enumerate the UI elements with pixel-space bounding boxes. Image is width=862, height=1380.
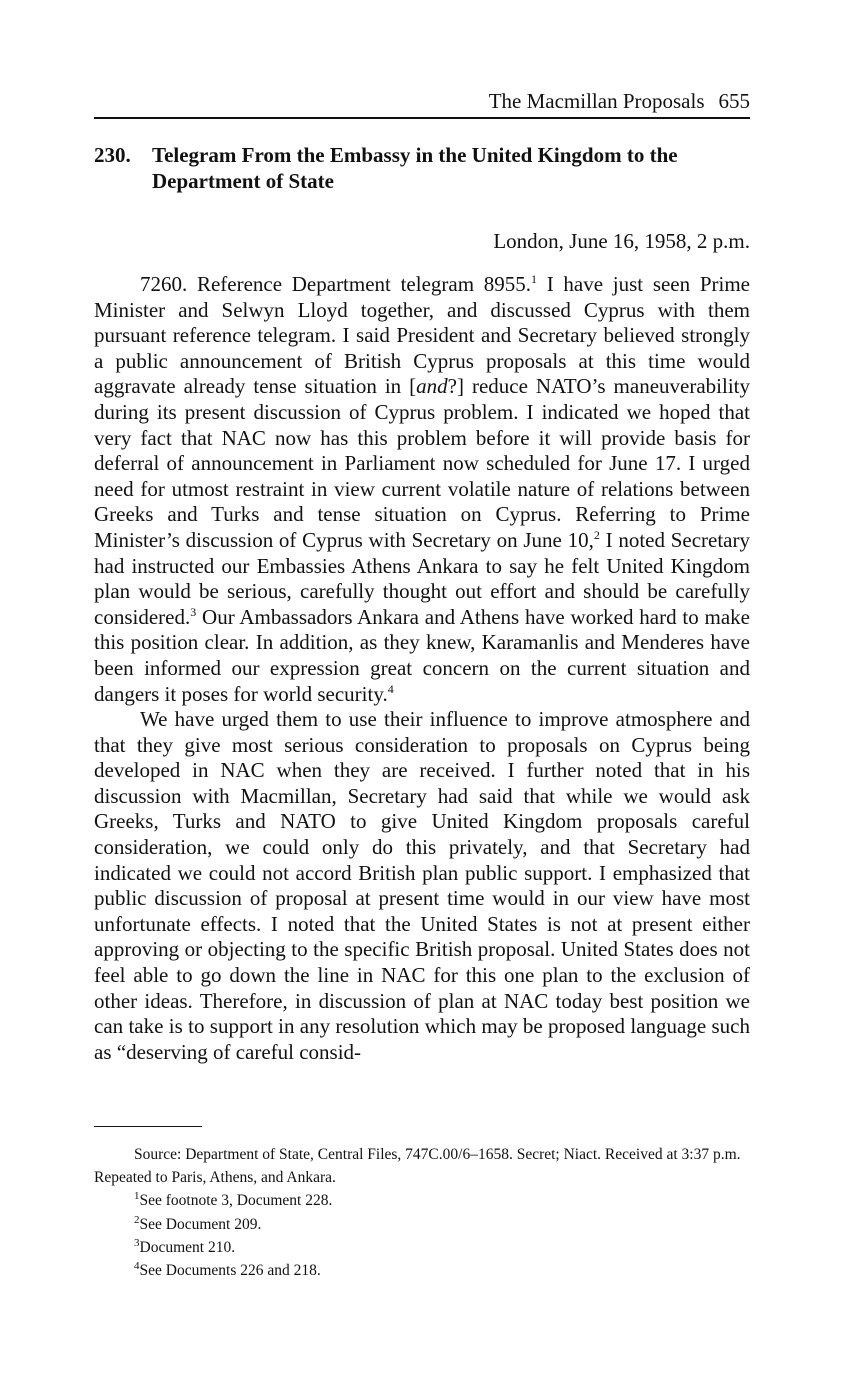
body-text-segment: 7260. Reference Department telegram 8955. [140,272,532,296]
footnote-reference: 2 [593,527,600,542]
document-number: 230. [94,143,131,167]
footnote-reference: 4 [387,681,394,696]
footnote-text: Document 210. [139,1238,236,1256]
dateline: London, June 16, 1958, 2 p.m. [493,229,750,253]
footnote-1 [94,1189,750,1212]
footnote-reference: 1 [531,272,538,286]
running-title: The Macmillan Proposals [488,89,705,113]
header-rule [94,117,750,119]
footnote-reference: 3 [190,604,197,619]
body-paragraph-2: We have urged them to use their influence to improve atmosphere and that they give most serious consideration to proposals on Cyprus being developed in NAC when they are received. I further noted that in his discussion with Macmillan, Secretary had said that while we would ask Greeks, Turks and NATO to give United Kingdom proposals careful consideration, we could only do this privately, and that Secretary had indicated we could not accord British plan public support. I emphasized that public discussion of proposal at present time would in our view have most unfortunate effects. I noted that the United States is not at present either approving or objecting to the specific British proposal. United States does not feel able to go down the line in NAC for this one plan to the exclusion of other ideas. Therefore, in discussion of plan at NAC today best position we can take is to support in any resolution which may be proposed language such as “deserving of careful consid- [94,707,750,1064]
footnote-4 [94,1259,750,1282]
body-paragraph-1 [94,272,750,707]
footnote-text: See Documents 226 and 218. [139,1262,321,1280]
footnote-text: See Document 209. [139,1215,262,1233]
document-title: Telegram From the Embassy in the United Kingdom to the Department of State [152,143,678,193]
footnotes [94,1143,750,1282]
document-heading [94,142,750,194]
running-head [94,88,750,114]
footnote-rule [94,1126,202,1127]
footnote-mark: 4 [134,1260,140,1273]
page-number: 655 [718,89,750,113]
body-text-segment: I noted Secretary had instructed our Embassies Athens Ankara to say he felt United Kingdom plan would be serious, carefully thought out effort and should be carefully considered. [94,527,750,629]
body-text-segment: Our Ambassadors Ankara and Athens have worked hard to make this position clear. In addition, as they knew, Karamanlis and Menderes have been informed our expression great concern on the current situation and dangers it poses for world security. [94,604,750,706]
source-note: Source: Department of State, Central Files, 747C.00/6–1658. Secret; Niact. Received at 3:37 p.m. Repeated to Paris, Athens, and Ankara. [94,1146,741,1187]
footnote-text: See footnote 3, Document 228. [139,1192,333,1210]
footnote-2 [94,1213,750,1236]
footnote-mark: 2 [134,1213,140,1226]
telegram-body [94,272,750,1065]
body-text-segment: ?] reduce NATO’s maneuverability during its present discussion of Cyprus problem. I indicated we hoped that very fact that NAC now has this problem before it will provide basis for deferral of announcement in Parliament now scheduled for June 17. I urged need for utmost restraint in view current volatile nature of relations between Greeks and Turks and tense situation on Cyprus. Referring to Prime Minister’s discussion of Cyprus with Secretary on June 10, [94,374,750,552]
body-text-segment: I have just seen Prime Minister and Selwyn Lloyd together, and discussed Cyprus with them pursuant reference telegram. I said President and Secretary believed strongly a public announcement of British Cyprus proposals at this time would aggravate already tense situation in [ [94,272,751,399]
footnote-3 [94,1236,750,1259]
footnote-mark: 3 [134,1236,140,1249]
editorial-insertion: and [416,374,448,399]
footnote-mark: 1 [134,1190,140,1203]
